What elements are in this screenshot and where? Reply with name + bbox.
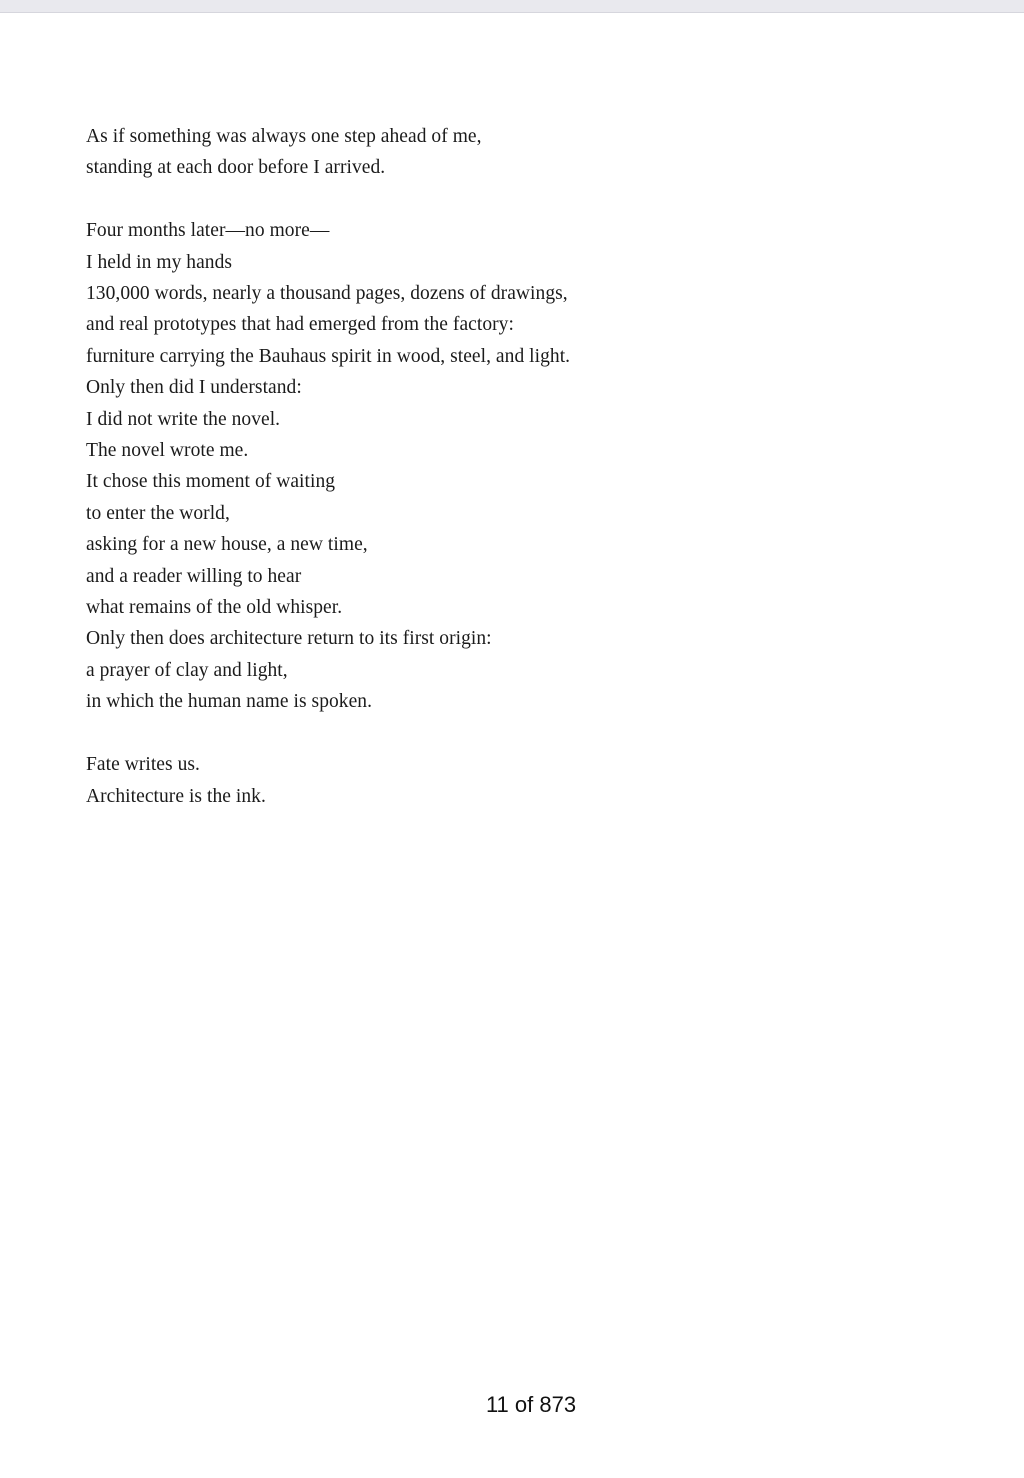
text-line: a prayer of clay and light, <box>86 659 288 681</box>
stanza-2 <box>86 215 946 718</box>
text-line: Only then did I understand: <box>86 377 302 399</box>
text-line: furniture carrying the Bauhaus spirit in wood, steel, and light. <box>86 345 571 367</box>
text-line: It chose this moment of waiting <box>86 471 336 493</box>
text-line: I did not write the novel. <box>86 408 281 430</box>
text-line: what remains of the old whisper. <box>86 597 343 619</box>
text-line: asking for a new house, a new time, <box>86 534 368 556</box>
text-line: to enter the world, <box>86 502 230 524</box>
text-line: in which the human name is spoken. <box>86 691 373 713</box>
stanza-3 <box>86 749 946 812</box>
stanza-1 <box>86 121 946 184</box>
text-line: standing at each door before I arrived. <box>86 157 386 179</box>
text-line: The novel wrote me. <box>86 440 249 462</box>
text-line: Only then does architecture return to its first origin: <box>86 628 492 650</box>
text-line: I held in my hands <box>86 251 233 273</box>
text-line: Architecture is the ink. <box>86 785 266 807</box>
viewer-top-bar <box>0 0 1024 13</box>
text-line: 130,000 words, nearly a thousand pages, dozens of drawings, <box>86 283 568 305</box>
text-line: Fate writes us. <box>86 754 200 776</box>
text-line: and real prototypes that had emerged from the factory: <box>86 314 514 336</box>
document-page[interactable] <box>0 13 1024 1478</box>
page-text-body <box>86 121 946 843</box>
page-indicator: 11 of 873 <box>485 1392 577 1417</box>
text-line: and a reader willing to hear <box>86 565 302 587</box>
text-line: Four months later—no more— <box>86 220 330 242</box>
text-line: As if something was always one step ahead of me, <box>86 126 482 147</box>
